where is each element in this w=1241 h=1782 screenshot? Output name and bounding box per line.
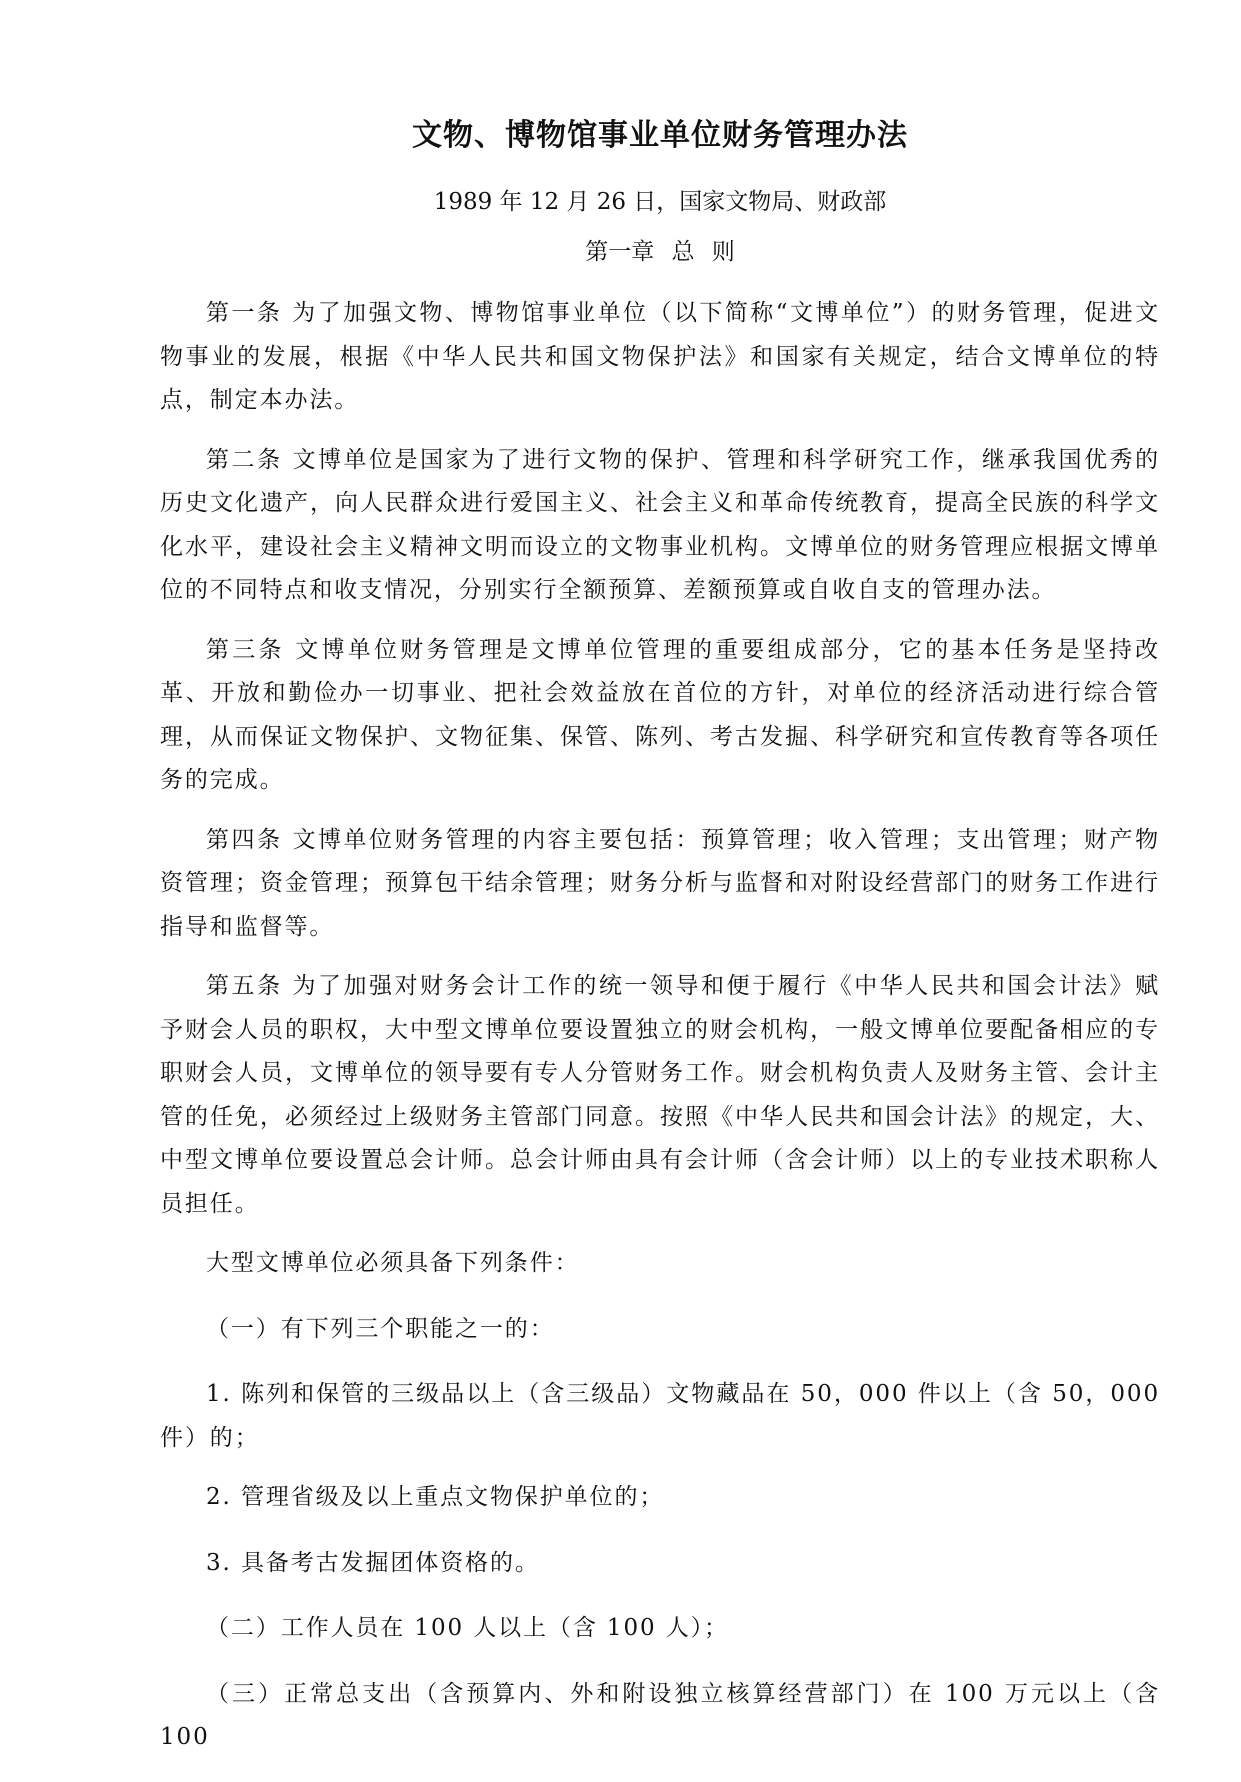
article-3: 第三条 文博单位财务管理是文博单位管理的重要组成部分，它的基本任务是坚持改革、开放和勤俭办一切事业、把社会效益放在首位的方针，对单位的经济活动进行综合管理，从而保证文物保护、文物征集、保管、陈列、考古发掘、科学研究和宣传教育等各项任务的完成。: [160, 636, 1160, 793]
document-date-issuer: 1989 年 12 月 26 日，国家文物局、财政部: [433, 189, 887, 215]
chapter-heading: 第一章 总 则: [585, 239, 735, 265]
document-page: [160, 112, 1160, 1782]
condition-1-item-3: 3. 具备考古发掘团体资格的。: [206, 1549, 540, 1576]
condition-1-item-1: 1. 陈列和保管的三级品以上（含三级品）文物藏品在 50，000 件以上（含 50，000 件）的；: [160, 1381, 1160, 1451]
large-unit-conditions-intro: 大型文博单位必须具备下列条件：: [206, 1250, 580, 1276]
condition-2: （二）工作人员在 100 人以上（含 100 人）；: [206, 1615, 729, 1641]
condition-1: （一）有下列三个职能之一的：: [206, 1315, 555, 1342]
article-2: 第二条 文博单位是国家为了进行文物的保护、管理和科学研究工作，继承我国优秀的历史文化遗产，向人民群众进行爱国主义、社会主义和革命传统教育，提高全民族的科学文化水平，建设社会主义精神文明而设立的文物事业机构。文博单位的财务管理应根据文博单位的不同特点和收支情况，分别实行全额预算、差额预算或自收自支的管理办法。: [160, 446, 1160, 603]
article-1: 第一条 为了加强文物、博物馆事业单位（以下简称“文博单位”）的财务管理，促进文物事业的发展，根据《中华人民共和国文物保护法》和国家有关规定，结合文博单位的特点，制定本办法。: [160, 300, 1160, 413]
document-title: 文物、博物馆事业单位财务管理办法: [412, 118, 908, 153]
condition-1-item-2: 2. 管理省级及以上重点文物保护单位的；: [206, 1484, 665, 1510]
article-5: 第五条 为了加强对财务会计工作的统一领导和便于履行《中华人民共和国会计法》赋予财会人员的职权，大中型文博单位要设置独立的财会机构，一般文博单位要配备相应的专职财会人员，文博单位的领导要有专人分管财务工作。财会机构负责人及财务主管、会计主管的任免，必须经过上级财务主管部门同意。按照《中华人民共和国会计法》的规定，大、中型文博单位要设置总会计师。总会计师由具有会计师（含会计师）以上的专业技术职称人员担任。: [160, 973, 1160, 1217]
condition-3: （三）正常总支出（含预算内、外和附设独立核算经营部门）在 100 万元以上（含 100: [160, 1680, 1160, 1750]
article-4: 第四条 文博单位财务管理的内容主要包括：预算管理；收入管理；支出管理；财产物资管理；资金管理；预算包干结余管理；财务分析与监督和对附设经营部门的财务工作进行指导和监督等。: [160, 826, 1160, 940]
